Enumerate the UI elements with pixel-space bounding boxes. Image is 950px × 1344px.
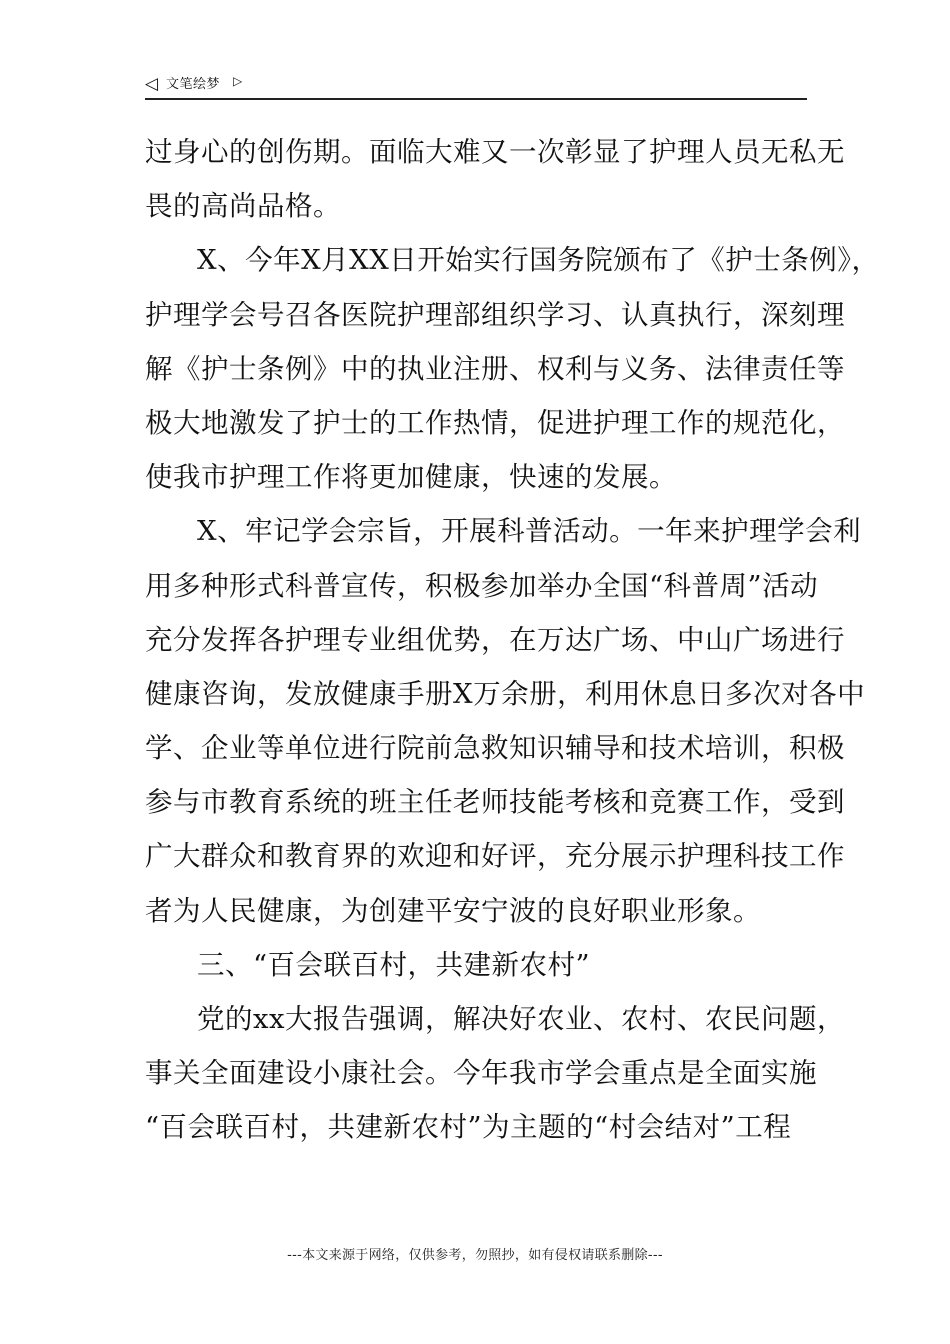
page-header <box>145 74 807 100</box>
document-body <box>145 125 880 1155</box>
text-line: “百会联百村，共建新农村”为主题的“村会结对”工程 <box>145 1111 792 1144</box>
text-line: 畏的高尚品格。 <box>145 190 341 223</box>
text-line: 参与市教育系统的班主任老师技能考核和竞赛工作，受到 <box>145 786 845 819</box>
text-line: 事关全面建设小康社会。今年我市学会重点是全面实施 <box>145 1057 817 1090</box>
text-line: X、牢记学会宗旨，开展科普活动。一年来护理学会利 <box>197 515 862 548</box>
text-line: 学、企业等单位进行院前急救知识辅导和技术培训，积极 <box>145 732 845 765</box>
text-line: 充分发挥各护理专业组优势，在万达广场、中山广场进行 <box>145 623 845 656</box>
text-line: 极大地激发了护士的工作热情，促进护理工作的规范化， <box>145 406 845 439</box>
text-line: 党的xx大报告强调，解决好农业、农村、农民问题， <box>197 1003 846 1035</box>
text-line: 使我市护理工作将更加健康，快速的发展。 <box>145 461 677 494</box>
text-line: 护理学会号召各医院护理部组织学习、认真执行，深刻理 <box>145 298 845 331</box>
text-line: 用多种形式科普宣传，积极参加举办全国“科普周”活动 <box>145 569 819 602</box>
left-triangle-icon: ◁ <box>145 74 159 94</box>
text-line: 解《护士条例》中的执业注册、权利与义务、法律责任等 <box>145 352 845 385</box>
text-line: 过身心的创伤期。面临大难又一次彰显了护理人员无私无 <box>145 136 845 168</box>
right-triangle-icon: ▷ <box>233 74 243 88</box>
page-footer-disclaimer: ---本文来源于网络，仅供参考，勿照抄，如有侵权请联系删除--- <box>287 1248 663 1263</box>
text-line: 者为人民健康，为创建平安宁波的良好职业形象。 <box>145 894 761 927</box>
text-line: 广大群众和教育界的欢迎和好评，充分展示护理科技工作 <box>145 840 845 873</box>
text-line: 健康咨询，发放健康手册X万余册，利用休息日多次对各中 <box>145 677 866 710</box>
section-heading: 三、“百会联百村，共建新农村” <box>197 948 591 981</box>
text-line: X、今年X月XX日开始实行国务院颁布了《护士条例》， <box>197 244 880 277</box>
header-title: 文笔绘梦 <box>166 77 221 92</box>
